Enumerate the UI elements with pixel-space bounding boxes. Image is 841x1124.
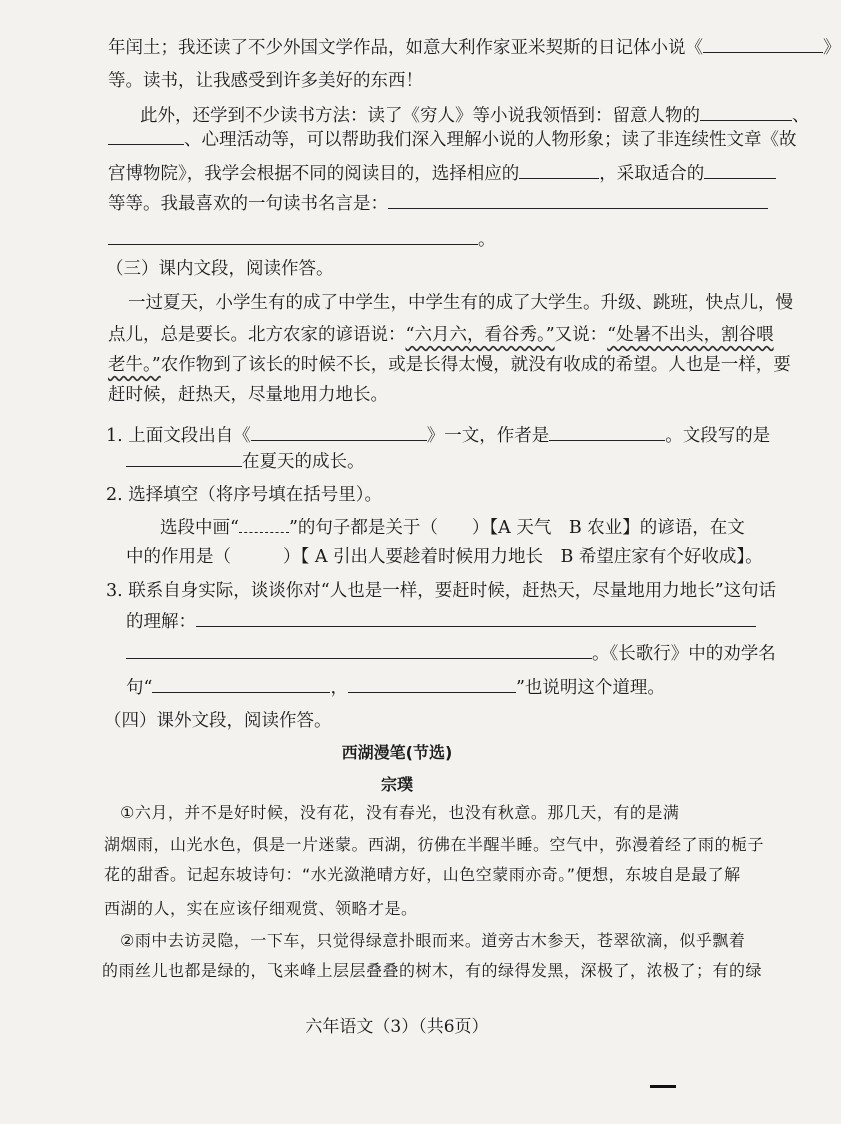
essay-author: 宗璞 [380, 775, 413, 794]
page-footer: 六年语文（3）（共6页） [305, 1017, 489, 1037]
passage-line-4: 赶时候，赶热天，尽量地用力地长。 [108, 385, 388, 405]
answer-blank[interactable] [126, 448, 242, 467]
question-1-line-1: 1. 上面文段出自《 》一文，作者是 。文段写的是 [106, 422, 764, 449]
essay-title: 西湖漫笔(节选) [341, 743, 453, 762]
answer-blank[interactable] [519, 160, 599, 179]
question-3-line-4: 句“ ， ”也说明这个道理。 [126, 674, 764, 701]
essay-line-3: 花的甜香。记起东坡诗句：“水光潋滟晴方好，山色空蒙雨亦奇。”便想，东坡自是最了解 [104, 865, 741, 884]
question-3-line-2: 的理解： [126, 608, 764, 635]
answer-blank[interactable] [108, 226, 478, 245]
intro-line-1: 年闰土；我还读了不少外国文学作品，如意大利作家亚米契斯的日记体小说《 》 [108, 34, 764, 61]
passage-line-2: 点儿，总是要长。北方农家的谚语说：“六月六，看谷秀。”又说：“处暑不出头，割谷喂 [108, 325, 774, 345]
question-2-line-2: 中的作用是（ ）【 A 引出人要趁着时候用力地长 B 希望庄家有个好收成】。 [126, 547, 763, 567]
answer-blank[interactable] [703, 34, 823, 53]
section-4-title: （四）课外文段，阅读作答。 [104, 711, 332, 731]
question-3-line-3: 。《长歌行》中的劝学名 [126, 640, 764, 667]
essay-line-5: ②雨中去访灵隐，一下车，只觉得绿意扑眼而来。道旁古木参天，苍翠欲滴，似乎飘着 [120, 931, 746, 950]
answer-blank[interactable] [700, 102, 792, 121]
answer-blank[interactable] [196, 608, 756, 627]
answer-blank[interactable] [549, 422, 665, 441]
intro-line-4: 、心理活动等，可以帮助我们深入理解小说的人物形象；读了非连续性文章《故 [108, 126, 764, 153]
question-1-line-2: 在夏天的成长。 [126, 448, 764, 475]
essay-line-2: 湖烟雨，山光水色，俱是一片迷蒙。西湖，彷佛在半醒半睡。空气中，弥漫着经了雨的栀子 [104, 835, 765, 854]
dashed-underline-sample [239, 514, 289, 533]
intro-line-6: 等等。我最喜欢的一句读书名言是： [108, 190, 764, 217]
question-3-line-1: 3. 联系自身实际，谈谈你对“人也是一样，要赶时候，赶热天，尽量地用力地长”这句话 [106, 581, 777, 601]
intro-line-2: 等。读书，让我感受到许多美好的东西！ [108, 71, 423, 91]
question-2-title: 2. 选择填空（将序号填在括号里）。 [106, 485, 383, 505]
essay-line-6: 的雨丝儿也都是绿的，飞来峰上层层叠叠的树木，有的绿得发黑，深极了，浓极了；有的绿 [102, 961, 763, 980]
answer-blank[interactable] [251, 422, 427, 441]
passage-line-1: 一过夏天，小学生有的成了中学生，中学生有的成了大学生。升级、跳班，快点儿，慢 [128, 293, 793, 313]
intro-line-3: 此外，还学到不少读书方法：读了《穷人》等小说我领悟到：留意人物的 、 [140, 102, 764, 129]
question-2-line-1: 选段中画“ ”的句子都是关于（ ）【A 天气 B 农业】的谚语，在文 [160, 514, 764, 541]
intro-line-7: 。 [108, 226, 764, 253]
answer-blank[interactable] [108, 126, 184, 145]
section-3-title: （三）课内文段，阅读作答。 [106, 259, 334, 279]
passage-line-3: 老牛。”农作物到了该长的时候不长，或是长得太慢，就没有收成的希望。人也是一样，要 [108, 355, 791, 375]
scan-mark [650, 1085, 676, 1088]
essay-line-1: ①六月，并不是好时候，没有花，没有春光，也没有秋意。那几天，有的是满 [120, 803, 680, 822]
essay-line-4: 西湖的人，实在应该仔细观赏、领略才是。 [104, 899, 418, 918]
intro-line-5: 宫博物院》，我学会根据不同的阅读目的，选择相应的 ，采取适合的 [108, 160, 764, 187]
answer-blank[interactable] [152, 674, 330, 693]
answer-blank[interactable] [704, 160, 776, 179]
answer-blank[interactable] [126, 640, 592, 659]
answer-blank[interactable] [348, 674, 516, 693]
answer-blank[interactable] [388, 190, 768, 209]
